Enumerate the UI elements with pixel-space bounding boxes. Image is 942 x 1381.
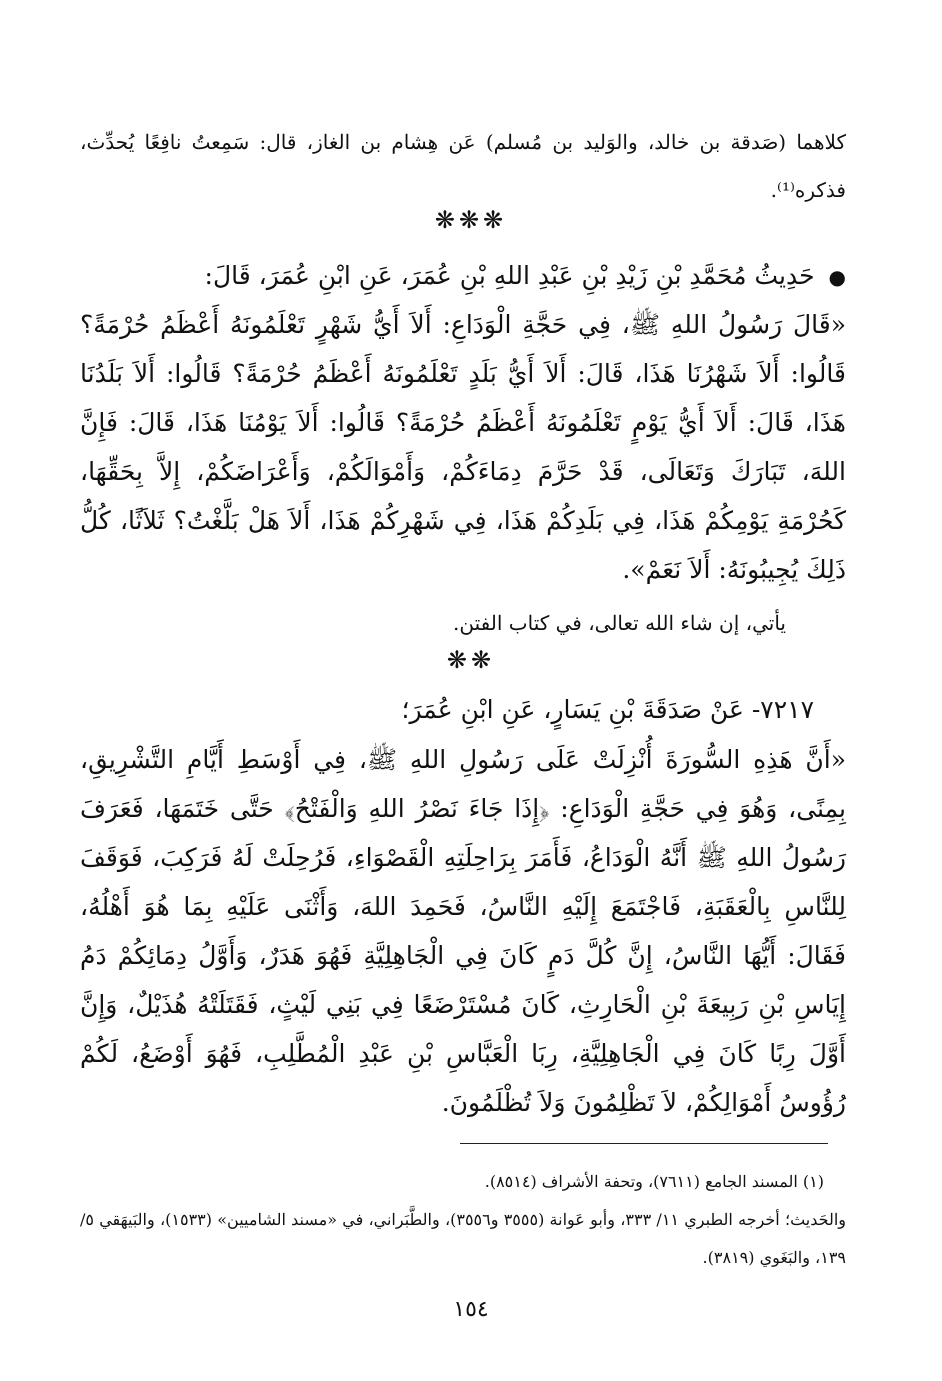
hadith-heading-text: حَدِيثُ مُحَمَّدِ بْنِ زَيْدِ بْنِ عَبْدِ اللهِ بْنِ عُمَرَ، عَنِ ابْنِ عُمَرَ، قَالَ: — [204, 261, 815, 290]
page-number: ١٥٤ — [453, 1297, 489, 1322]
hadith-number-heading: ٧٢١٧- عَنْ صَدَقَةَ بْنِ يَسَارٍ، عَنِ ابْنِ عُمَرَ؛ — [401, 695, 814, 724]
section-separator: ❋❋❋ — [434, 206, 508, 234]
footnote-divider — [460, 1143, 828, 1144]
hadith-text: «أَنَّ هَذِهِ السُّورَةَ أُنْزِلَتْ عَلَى رَسُولِ اللهِ ﷺ، فِي أَوْسَطِ أَيَّامِ التَّشْرِيقِ، بِمِنًى، وَهُوَ فِي حَجَّةِ الْوَدَاعِ: ﴿إِذَا جَاءَ نَصْرُ اللهِ وَالْفَتْحُ﴾ حَتَّى خَتَمَهَا، فَعَرَفَ رَسُولُ اللهِ ﷺ أَنَّهُ الْوَدَاعُ، فَأَمَرَ بِرَاحِلَتِهِ الْقَصْوَاءِ، فَرُحِلَتْ لَهُ فَرَكِبَ، فَوَقَفَ لِلنَّاسِ بِالْعَقَبَةِ، فَاجْتَمَعَ إِلَيْهِ النَّاسُ، فَحَمِدَ اللهَ، وَأَثْنَى عَلَيْهِ بِمَا هُوَ أَهْلُهُ، فَقَالَ: أَيُّهَا النَّاسُ، إِنَّ كُلَّ دَمٍ كَانَ فِي الْجَاهِلِيَّةِ فَهُوَ هَدَرٌ، وَأَوَّلُ دِمَائِكُمْ دَمُ إِيَاسِ بْنِ رَبِيعَةَ بْنِ الْحَارِثِ، كَانَ مُسْتَرْضَعًا فِي بَنِي لَيْثٍ، فَقَتَلَتْهُ هُذَيْلٌ، وَإِنَّ أَوَّلَ رِبًا كَانَ فِي الْجَاهِلِيَّةِ، رِبَا الْعَبَّاسِ بْنِ عَبْدِ الْمُطَّلِبِ، فَهُوَ أَوْضَعُ، لَكُمْ رُؤُوسُ أَمْوَالِكُمْ، لاَ تَظْلِمُونَ وَلاَ تُظْلَمُونَ. — [80, 745, 846, 1117]
footnote-1: (١) المسند الجامع (٧٦١١)، وتحفة الأشراف (٨٥١٤). — [484, 1172, 824, 1191]
section-separator: ❋❋ — [446, 646, 496, 674]
intro-paragraph: كلاهما (صَدقة بن خالد، والوَليد بن مُسلم) عَن هِشام بن الغاز، قال: سَمِعتُ نافِعًا يُحدِّث، فذكره⁽¹⁾. — [80, 130, 846, 202]
hadith-text: «قَالَ رَسُولُ اللهِ ﷺ، فِي حَجَّةِ الْوَدَاعِ: أَلاَ أَيُّ شَهْرٍ تَعْلَمُونَهُ أَعْظَمُ حُرْمَةً؟ قَالُوا: أَلاَ شَهْرُنَا هَذَا، قَالَ: أَلاَ أَيُّ بَلَدٍ تَعْلَمُونَهُ أَعْظَمُ حُرْمَةً؟ قَالُوا: أَلاَ بَلَدُنَا هَذَا، قَالَ: أَلاَ أَيُّ يَوْمٍ تَعْلَمُونَهُ أَعْظَمُ حُرْمَةً؟ قَالُوا: أَلاَ يَوْمُنَا هَذَا، قَالَ: فَإِنَّ اللهَ، تَبَارَكَ وَتَعَالَى، قَدْ حَرَّمَ دِمَاءَكُمْ، وَأَمْوَالَكُمْ، وَأَعْرَاضَكُمْ، إِلاَّ بِحَقِّهَا، كَحُرْمَةِ يَوْمِكُمْ هَذَا، فِي بَلَدِكُمْ هَذَا، فِي شَهْرِكُمْ هَذَا، أَلاَ هَلْ بَلَّغْتُ؟ ثَلاَثًا، كُلُّ ذَلِكَ يُجِيبُونَهُ: أَلاَ نَعَمْ». — [80, 310, 846, 584]
footnote-2: والحَديث؛ أخرجه الطبري ١١/ ٣٣٣، وأبو عَوانة (٣٥٥٥ و٣٥٥٦)، والطَّبَراني، في «مسند الشاميين» (١٥٣٣)، والبَيهَقي ٥/ ١٣٩، والبَغَوي (٣٨١٩). — [80, 1210, 847, 1267]
hadith-heading — [80, 256, 846, 297]
bullet-icon: ● — [828, 265, 846, 289]
footnotes — [80, 1163, 846, 1277]
cross-reference-note: يأتي، إن شاء الله تعالى، في كتاب الفتن. — [453, 611, 786, 635]
